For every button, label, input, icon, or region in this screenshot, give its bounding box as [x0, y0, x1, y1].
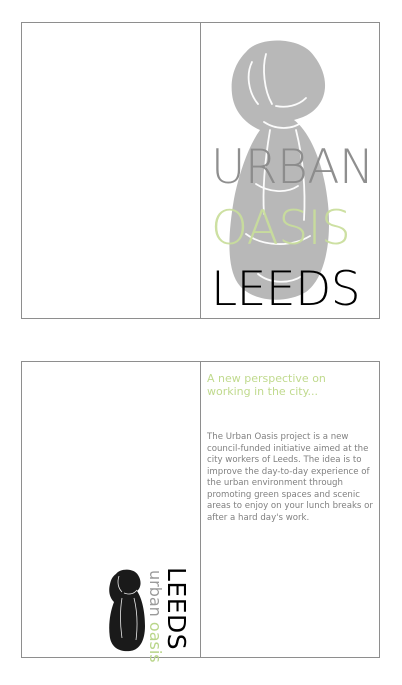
back-logo-subtitle: [147, 570, 163, 663]
back-logo-subtitle-oasis: oasis: [146, 621, 165, 663]
cover-title-leeds: LEEDS: [211, 262, 361, 317]
fold-line: [200, 362, 201, 657]
back-logo-title: LEEDS: [162, 567, 191, 651]
cover-title-oasis: OASIS: [211, 201, 351, 256]
inside-tagline: A new perspective on working in the city...: [207, 372, 326, 398]
back-logo-subtitle-urban: urban: [146, 570, 165, 617]
inside-body-copy: The Urban Oasis project is a new council-funded initiative aimed at the city workers of Leeds. The idea is to improve the day-to-day experience of the urban environment through promoting green spaces and scenic areas to enjoy on your lunch breaks or after a hard day's work.: [207, 432, 373, 523]
cover-title-urban: URBAN: [211, 140, 374, 195]
fold-line: [200, 23, 201, 318]
statue-logo-icon: [104, 568, 146, 652]
